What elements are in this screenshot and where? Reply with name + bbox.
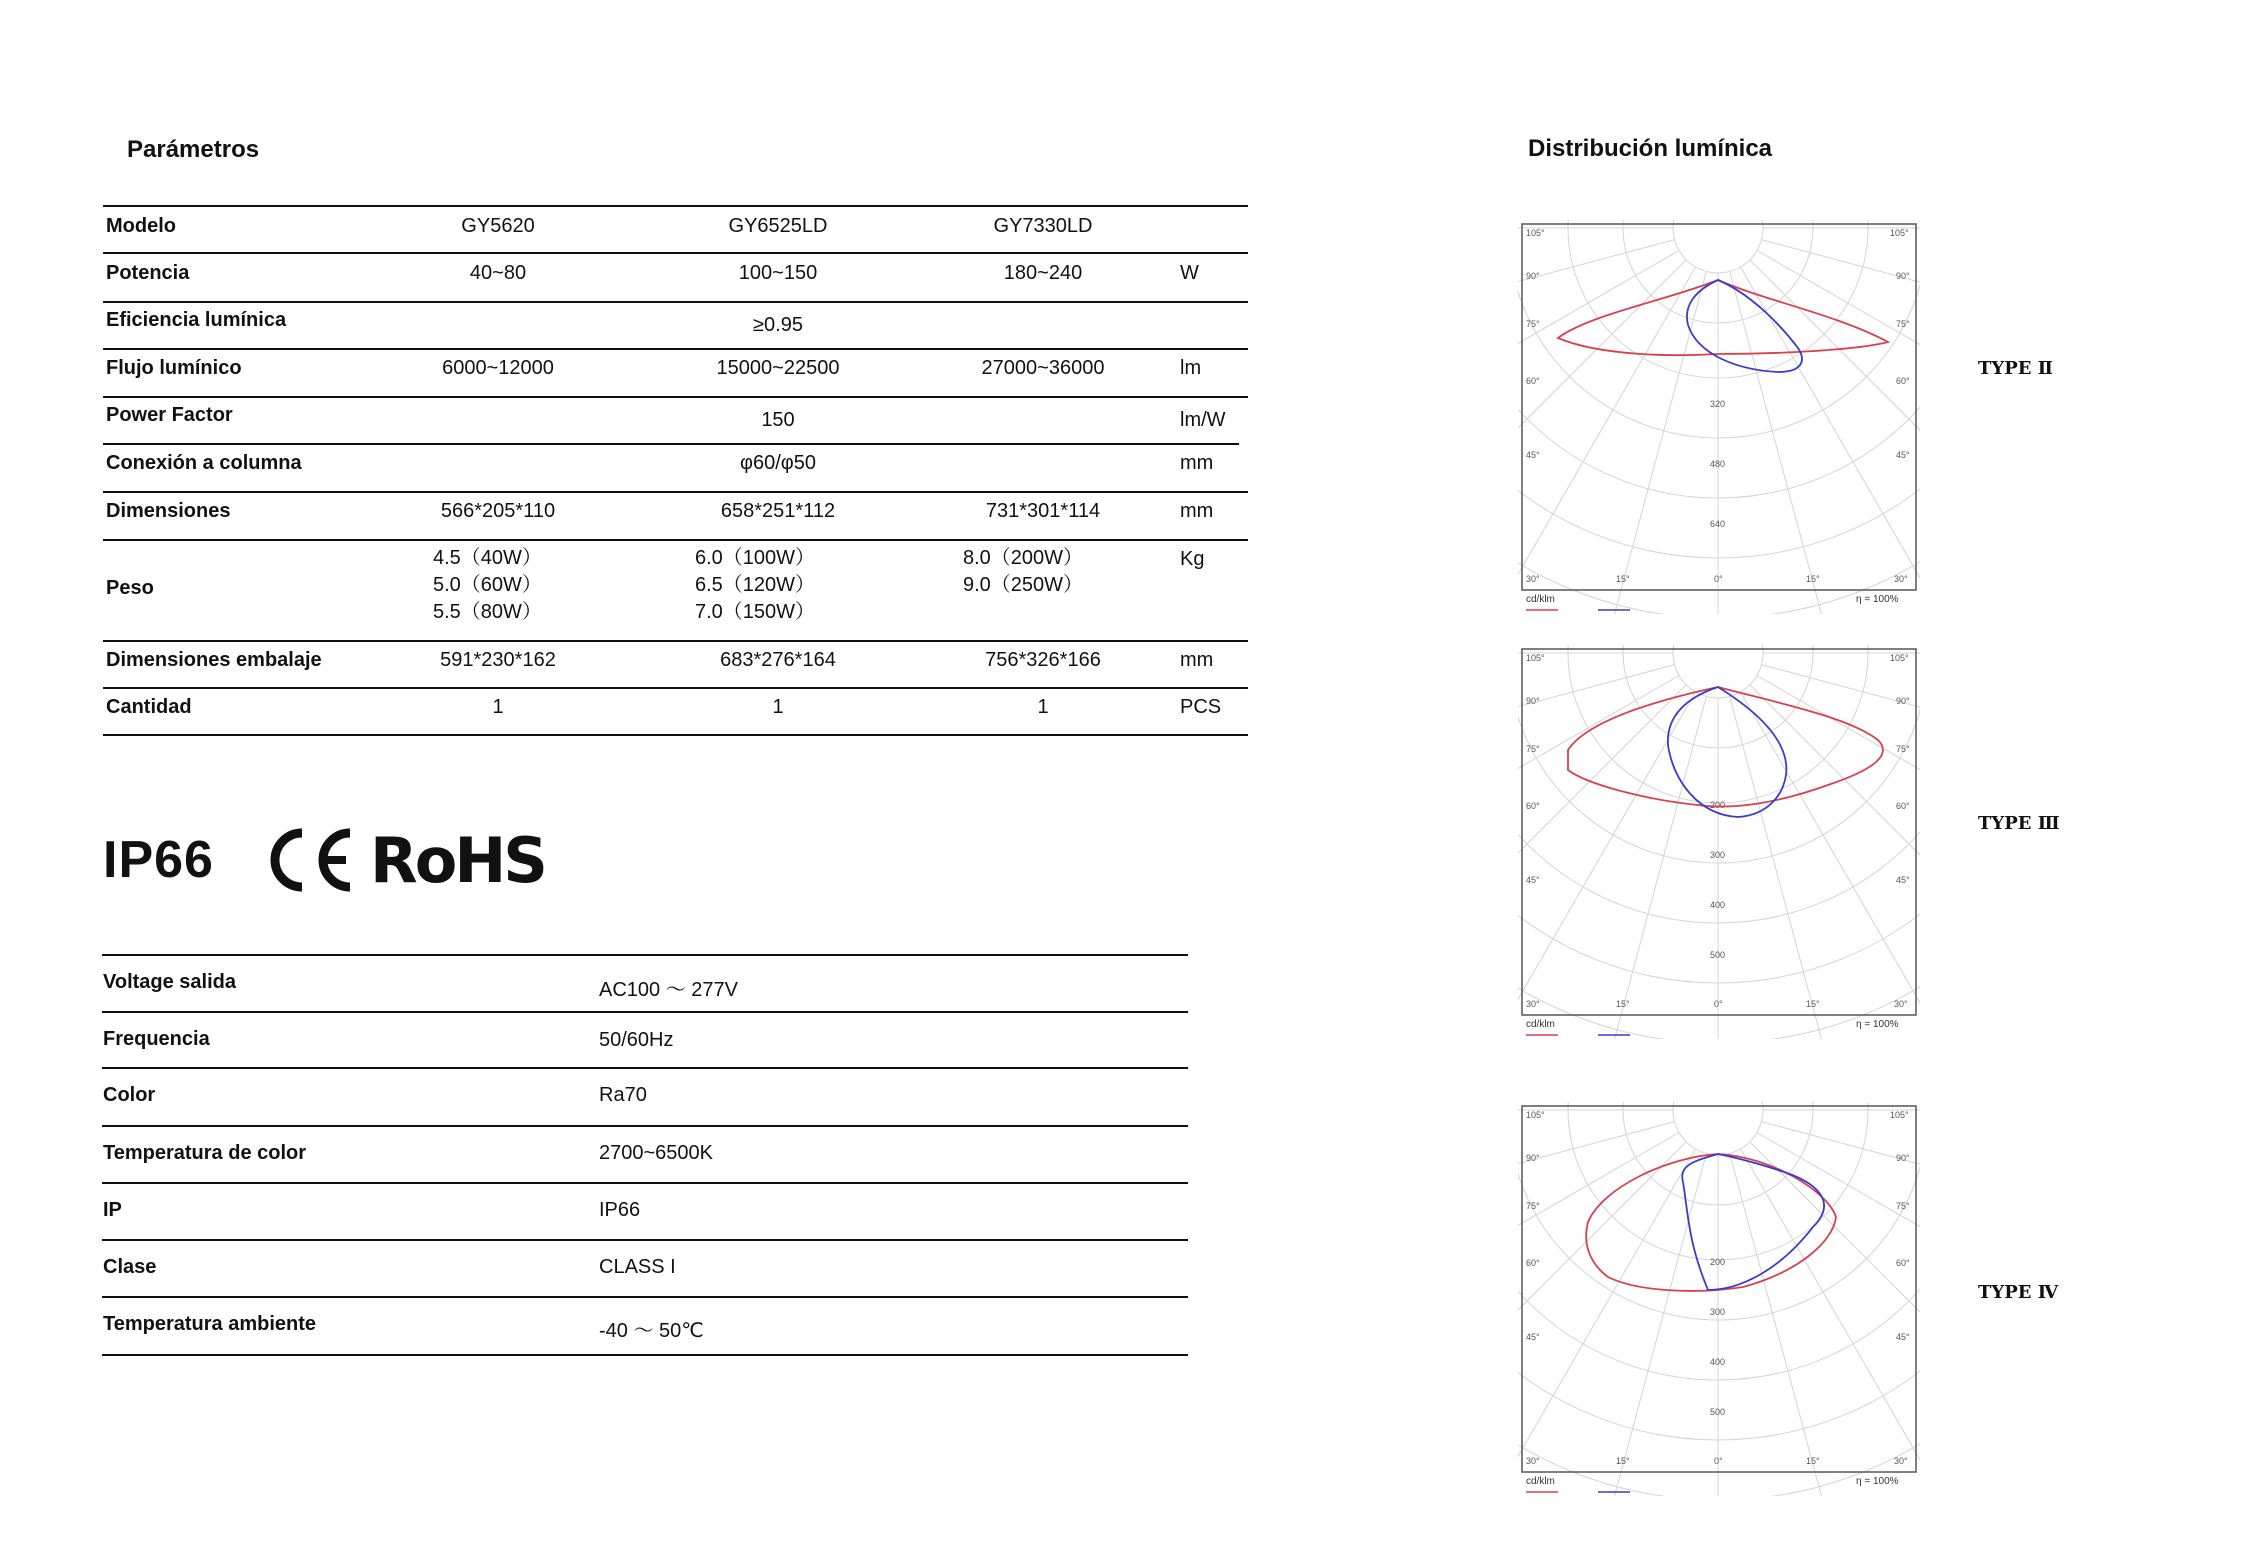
table-rule (103, 252, 1248, 254)
table-rule (103, 205, 1248, 207)
angle-label: 60° (1896, 801, 1910, 811)
angle-label: 45° (1896, 1332, 1910, 1342)
polar-chart-type-2 (1518, 220, 1920, 614)
table-rule (103, 734, 1248, 736)
polar-grid (1518, 645, 1920, 1039)
row-label: Dimensiones (106, 500, 231, 522)
cell-value: 15000~22500 (716, 357, 840, 379)
table-rule (102, 1011, 1188, 1013)
table-row-label: Frequencia (103, 1028, 210, 1050)
ring-label: 300 (1710, 850, 1726, 860)
curve-c0-c180 (1586, 1154, 1836, 1291)
grid-spoke (1518, 1149, 1696, 1496)
unit: lm (1180, 357, 1202, 379)
cell-value: 683*276*164 (720, 649, 836, 671)
row-label: Peso (106, 577, 154, 599)
angle-label: 90° (1896, 696, 1910, 706)
ring-label: 200 (1710, 800, 1726, 810)
table-rule (103, 301, 648, 303)
angle-label: 0° (1714, 574, 1723, 584)
unit: PCS (1180, 696, 1222, 718)
polar-grid (1518, 1102, 1920, 1496)
row-label: Potencia (106, 262, 190, 284)
table-rule (102, 1239, 1188, 1241)
peso-line: 5.5（80W） (433, 601, 542, 623)
cell-value: 6000~12000 (442, 357, 554, 379)
unit: mm (1180, 452, 1214, 474)
table-rule (102, 1296, 1188, 1298)
grid-ring (1518, 220, 1920, 558)
ring-label: 480 (1710, 459, 1726, 469)
chart-frame (1522, 649, 1916, 1015)
table-rule (648, 396, 1248, 398)
rohs-logo: RoHS (369, 823, 545, 897)
table-row-value: Ra70 (599, 1084, 647, 1106)
row-label: Conexión a columna (106, 452, 302, 474)
table-rule (102, 1354, 1188, 1356)
type-label: TYPE Ⅱ (1978, 358, 2053, 379)
table-row-value: 50/60Hz (599, 1029, 674, 1051)
row-label: Eficiencia lumínica (106, 309, 287, 331)
grid-ring (1673, 1102, 1763, 1155)
table-row-label: Temperatura de color (103, 1142, 307, 1164)
peso-line: 5.0（60W） (433, 574, 542, 596)
grid-spoke (1518, 260, 1686, 582)
angle-label: 75° (1896, 1201, 1910, 1211)
angle-label: 0° (1714, 1456, 1723, 1466)
ip66-logo: IP66 (103, 831, 214, 889)
angle-label: 105° (1890, 1110, 1909, 1120)
polar-chart-type-4 (1518, 1102, 1920, 1496)
angle-label: 105° (1526, 653, 1545, 663)
grid-ring (1673, 220, 1763, 273)
type-label: TYPE Ⅳ (1978, 1282, 2059, 1303)
table-row-value: 2700~6500K (599, 1142, 714, 1164)
table-row-label: IP (103, 1199, 122, 1221)
cell-value: φ60/φ50 (740, 452, 816, 474)
angle-label: 45° (1896, 450, 1910, 460)
type-label: TYPE Ⅲ (1978, 813, 2060, 834)
unit: W (1180, 262, 1199, 284)
table-rule (102, 1182, 1188, 1184)
table-rule (103, 640, 1248, 642)
efficiency-label: η = 100% (1856, 594, 1899, 605)
angle-label: 105° (1890, 228, 1909, 238)
angle-label: 90° (1526, 696, 1540, 706)
angle-label: 105° (1526, 228, 1545, 238)
angle-label: 30° (1894, 574, 1908, 584)
table-rule (103, 348, 1248, 350)
grid-ring (1673, 645, 1763, 698)
ring-label: 500 (1710, 950, 1726, 960)
angle-label: 15° (1616, 574, 1630, 584)
polar-grid (1518, 220, 1920, 614)
grid-ring (1518, 220, 1920, 498)
cell-value: 658*251*112 (720, 500, 836, 522)
unit: mm (1180, 500, 1214, 522)
peso-line: 4.5（40W） (433, 547, 542, 569)
grid-spoke (1741, 267, 1921, 614)
angle-label: 75° (1526, 744, 1540, 754)
unit-label: cd/klm (1526, 594, 1555, 605)
grid-ring (1518, 1102, 1920, 1496)
table-rule (103, 687, 1248, 689)
grid-ring (1518, 645, 1920, 863)
table-rule (641, 443, 1239, 445)
peso-line: 6.5（120W） (695, 574, 816, 596)
grid-spoke (1518, 267, 1696, 614)
polar-chart-type-3 (1518, 645, 1920, 1039)
model-2: GY6525LD (728, 215, 828, 237)
ring-label: 400 (1710, 900, 1726, 910)
angle-label: 90° (1526, 1153, 1540, 1163)
angle-label: 30° (1894, 999, 1908, 1009)
peso-col-2 (695, 545, 815, 626)
table-rule (102, 1125, 1188, 1127)
grid-spoke (1741, 692, 1921, 1039)
cell-value: 566*205*110 (440, 500, 556, 522)
angle-label: 45° (1526, 450, 1540, 460)
grid-spoke (1589, 1153, 1707, 1496)
angle-label: 45° (1526, 875, 1540, 885)
table-rule (103, 396, 648, 398)
table-rule (103, 539, 1248, 541)
cell-value: 100~150 (738, 262, 818, 284)
angle-label: 30° (1526, 574, 1540, 584)
grid-ring (1518, 645, 1920, 1039)
unit: mm (1180, 649, 1214, 671)
angle-label: 75° (1896, 319, 1910, 329)
unit-label: cd/klm (1526, 1476, 1555, 1487)
row-label: Dimensiones embalaje (106, 649, 322, 671)
table-row-value: CLASS I (599, 1256, 676, 1278)
table-rule (102, 954, 1188, 956)
table-rule (103, 491, 1248, 493)
angle-label: 30° (1526, 1456, 1540, 1466)
peso-line: 8.0（200W） (963, 547, 1084, 569)
angle-label: 15° (1806, 574, 1820, 584)
curve-c90-c270 (1682, 1154, 1824, 1290)
angle-label: 30° (1894, 1456, 1908, 1466)
curve-c90-c270 (1668, 687, 1787, 817)
angle-label: 75° (1526, 319, 1540, 329)
angle-label: 60° (1526, 1258, 1540, 1268)
grid-spoke (1589, 271, 1707, 614)
grid-ring (1518, 1102, 1920, 1380)
angle-label: 15° (1616, 1456, 1630, 1466)
angle-label: 45° (1896, 875, 1910, 885)
cell-value: 731*301*114 (985, 500, 1101, 522)
params-title: Parámetros (127, 136, 260, 163)
peso-col-3 (963, 545, 1083, 599)
table-row-value: AC100 ～ 277V (599, 979, 738, 1001)
cell-value: 756*326*166 (985, 649, 1101, 671)
cell-value: 180~240 (1003, 262, 1083, 284)
angle-label: 60° (1896, 376, 1910, 386)
table-rule (102, 1067, 1188, 1069)
ring-label: 400 (1710, 1357, 1726, 1367)
grid-spoke (1741, 1149, 1921, 1496)
row-label: Flujo lumínico (106, 357, 242, 379)
angle-label: 0° (1714, 999, 1723, 1009)
cell-value: ≥0.95 (753, 314, 803, 336)
cell-value: 150 (761, 409, 795, 431)
angle-label: 75° (1896, 744, 1910, 754)
angle-label: 105° (1526, 1110, 1545, 1120)
angle-label: 45° (1526, 1332, 1540, 1342)
peso-line: 6.0（100W） (695, 547, 816, 569)
cell-value: 1 (492, 696, 504, 718)
table-row-label: Temperatura ambiente (103, 1313, 317, 1335)
grid-spoke (1730, 271, 1848, 614)
cell-value: 27000~36000 (981, 357, 1105, 379)
efficiency-label: η = 100% (1856, 1019, 1899, 1030)
certification-row (103, 820, 545, 900)
row-label: Power Factor (106, 404, 233, 426)
peso-line: 7.0（150W） (695, 601, 816, 623)
table-row-label: Color (103, 1084, 156, 1106)
angle-label: 15° (1806, 999, 1820, 1009)
grid-spoke (1589, 696, 1707, 1039)
unit-label: cd/klm (1526, 1019, 1555, 1030)
cell-value: 40~80 (469, 262, 527, 284)
ce-mark-icon (264, 825, 356, 895)
distribution-title: Distribución lumínica (1528, 135, 1773, 162)
grid-ring (1518, 220, 1920, 614)
peso-col-1 (433, 545, 542, 626)
cell-value: 591*230*162 (440, 649, 556, 671)
angle-label: 75° (1526, 1201, 1540, 1211)
angle-label: 15° (1806, 1456, 1820, 1466)
table-row-value: -40 ～ 50℃ (599, 1320, 704, 1342)
grid-spoke (1730, 696, 1848, 1039)
angle-label: 60° (1526, 376, 1540, 386)
row-label: Cantidad (106, 696, 192, 718)
grid-ring (1518, 1102, 1920, 1440)
model-1: GY5620 (461, 215, 535, 237)
angle-label: 90° (1896, 271, 1910, 281)
row-label: Modelo (106, 215, 176, 237)
peso-line: 9.0（250W） (963, 574, 1084, 596)
angle-label: 90° (1526, 271, 1540, 281)
table-rule (648, 301, 1248, 303)
ring-label: 200 (1710, 1257, 1726, 1267)
angle-label: 30° (1526, 999, 1540, 1009)
model-3: GY7330LD (993, 215, 1093, 237)
grid-spoke (1518, 685, 1686, 1007)
ring-label: 500 (1710, 1407, 1726, 1417)
ring-label: 320 (1710, 399, 1726, 409)
angle-label: 15° (1616, 999, 1630, 1009)
ring-label: 300 (1710, 1307, 1726, 1317)
cell-value: 1 (1037, 696, 1049, 718)
grid-spoke (1518, 1142, 1686, 1464)
table-rule (103, 443, 641, 445)
ring-label: 640 (1710, 519, 1726, 529)
angle-label: 105° (1890, 653, 1909, 663)
cell-value: 1 (772, 696, 784, 718)
unit: Kg (1180, 548, 1205, 570)
table-row-label: Clase (103, 1256, 157, 1278)
angle-label: 60° (1526, 801, 1540, 811)
grid-ring (1518, 1102, 1920, 1320)
angle-label: 60° (1896, 1258, 1910, 1268)
grid-spoke (1518, 692, 1696, 1039)
angle-label: 90° (1896, 1153, 1910, 1163)
table-row-value: IP66 (599, 1199, 641, 1221)
unit: lm/W (1180, 409, 1226, 431)
efficiency-label: η = 100% (1856, 1476, 1899, 1487)
table-row-label: Voltage salida (103, 971, 237, 993)
